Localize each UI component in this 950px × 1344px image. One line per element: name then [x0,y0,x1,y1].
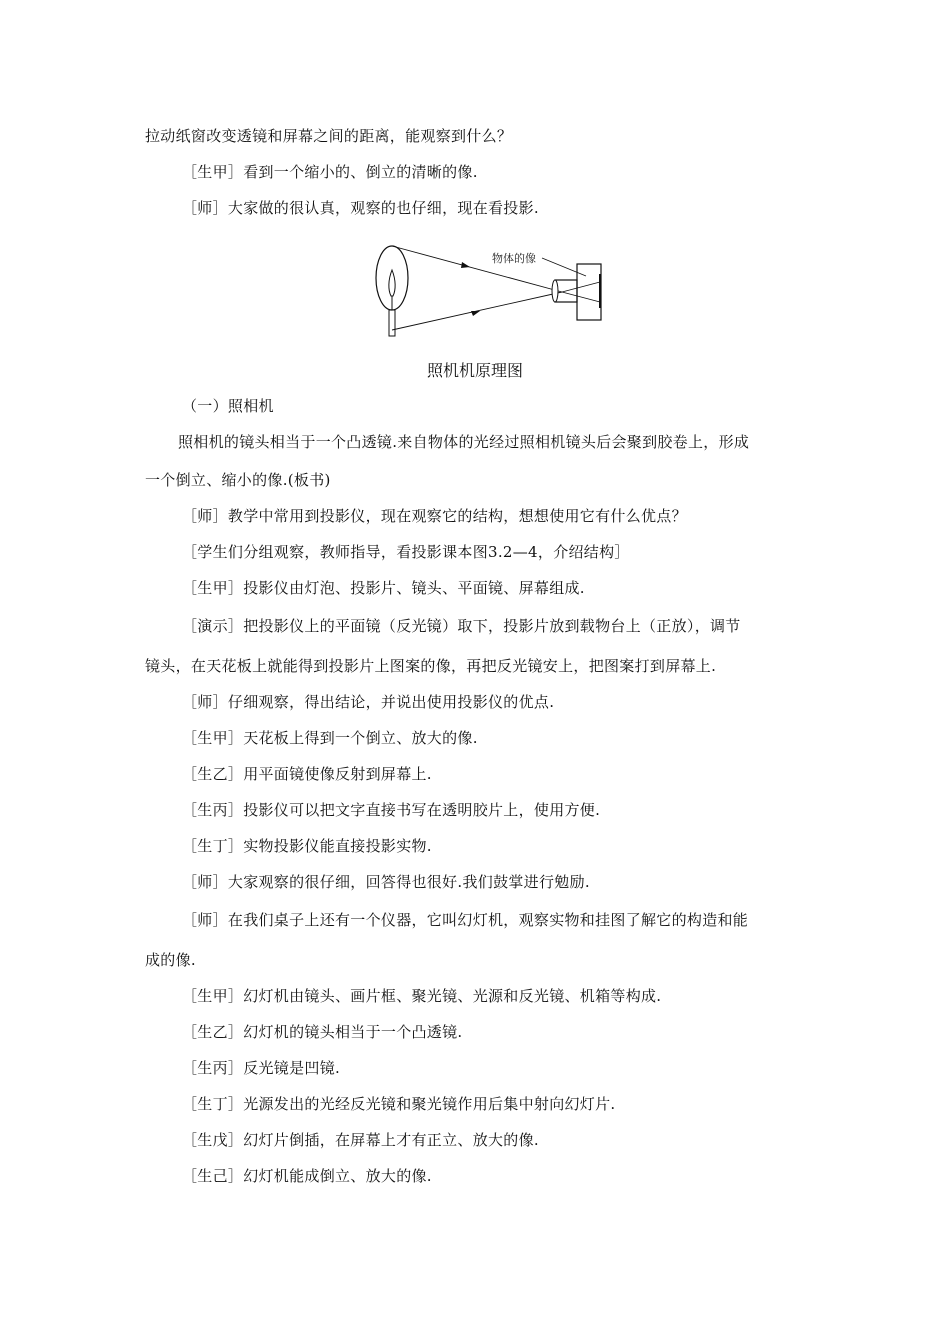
paragraph-line: ［生丙］反光镜是凹镜. [182,1059,341,1077]
paragraph-line: ［演示］把投影仪上的平面镜（反光镜）取下，投影片放到载物台上（正放），调节 [182,617,741,635]
paragraph-line: ［师］大家做的很认真，观察的也仔细，现在看投影. [182,199,539,217]
lower-ray-arrow [471,311,480,316]
paragraph-line: 拉动纸窗改变透镜和屏幕之间的距离，能观察到什么？ [145,127,513,145]
paragraph-line: ［生丁］实物投影仪能直接投影实物. [182,837,432,855]
paragraph-line: ［生戊］幻灯片倒插，在屏幕上才有正立、放大的像. [182,1131,539,1149]
label-leader [542,258,586,276]
upper-ray [392,246,562,292]
section-heading: （一）照相机 [182,397,274,415]
lens-front [552,280,558,302]
paragraph-line: 镜头，在天花板上就能得到投影片上图案的像，再把反光镜安上，把图案打到屏幕上. [145,657,717,675]
paragraph-line: ［师］仔细观察，得出结论，并说出使用投影仪的优点. [182,693,555,711]
camera-body [577,264,601,320]
paragraph-line: 成的像. [145,951,196,969]
paragraph-line: 一个倒立、缩小的像.(板书) [145,471,331,489]
paragraph-line: ［生甲］幻灯机由镜头、画片框、聚光镜、光源和反光镜、机箱等构成. [182,987,662,1005]
candle-body [389,310,395,336]
paragraph-line: ［生甲］看到一个缩小的、倒立的清晰的像. [182,163,478,181]
paragraph-line: ［生甲］天花板上得到一个倒立、放大的像. [182,729,478,747]
paragraph-line: ［师］在我们桌子上还有一个仪器，它叫幻灯机，观察实物和挂图了解它的构造和能 [182,911,749,929]
paragraph-line: ［学生们分组观察，教师指导，看投影课本图3.2—4，介绍结构］ [182,543,630,561]
figure-caption: 照机机原理图 [426,361,523,380]
candle-flame [389,270,395,296]
lower-ray-after-lens [562,282,600,292]
camera-principle-diagram [372,240,608,340]
paragraph-line: ［师］教学中常用到投影仪，现在观察它的结构，想想使用它有什么优点？ [182,507,687,525]
upper-ray-after-lens [562,292,600,302]
paragraph-line: ［生丁］光源发出的光经反光镜和聚光镜作用后集中射向幻灯片. [182,1095,616,1113]
paragraph-line: ［生甲］投影仪由灯泡、投影片、镜头、平面镜、屏幕组成. [182,579,585,597]
paragraph-line: ［师］大家观察的很仔细，回答得也很好.我们鼓掌进行勉励. [182,873,590,891]
upper-ray-arrow [461,262,470,268]
paragraph-line: ［生己］幻灯机能成倒立、放大的像. [182,1167,432,1185]
paragraph-line: ［生乙］用平面镜使像反射到屏幕上. [182,765,432,783]
image-label: 物体的像 [492,252,536,265]
paragraph-line: ［生丙］投影仪可以把文字直接书写在透明胶片上，使用方便. [182,801,601,819]
paragraph-line: ［生乙］幻灯机的镜头相当于一个凸透镜. [182,1023,463,1041]
paragraph-line: 照相机的镜头相当于一个凸透镜.来自物体的光经过照相机镜头后会聚到胶卷上，形成 [178,433,750,451]
